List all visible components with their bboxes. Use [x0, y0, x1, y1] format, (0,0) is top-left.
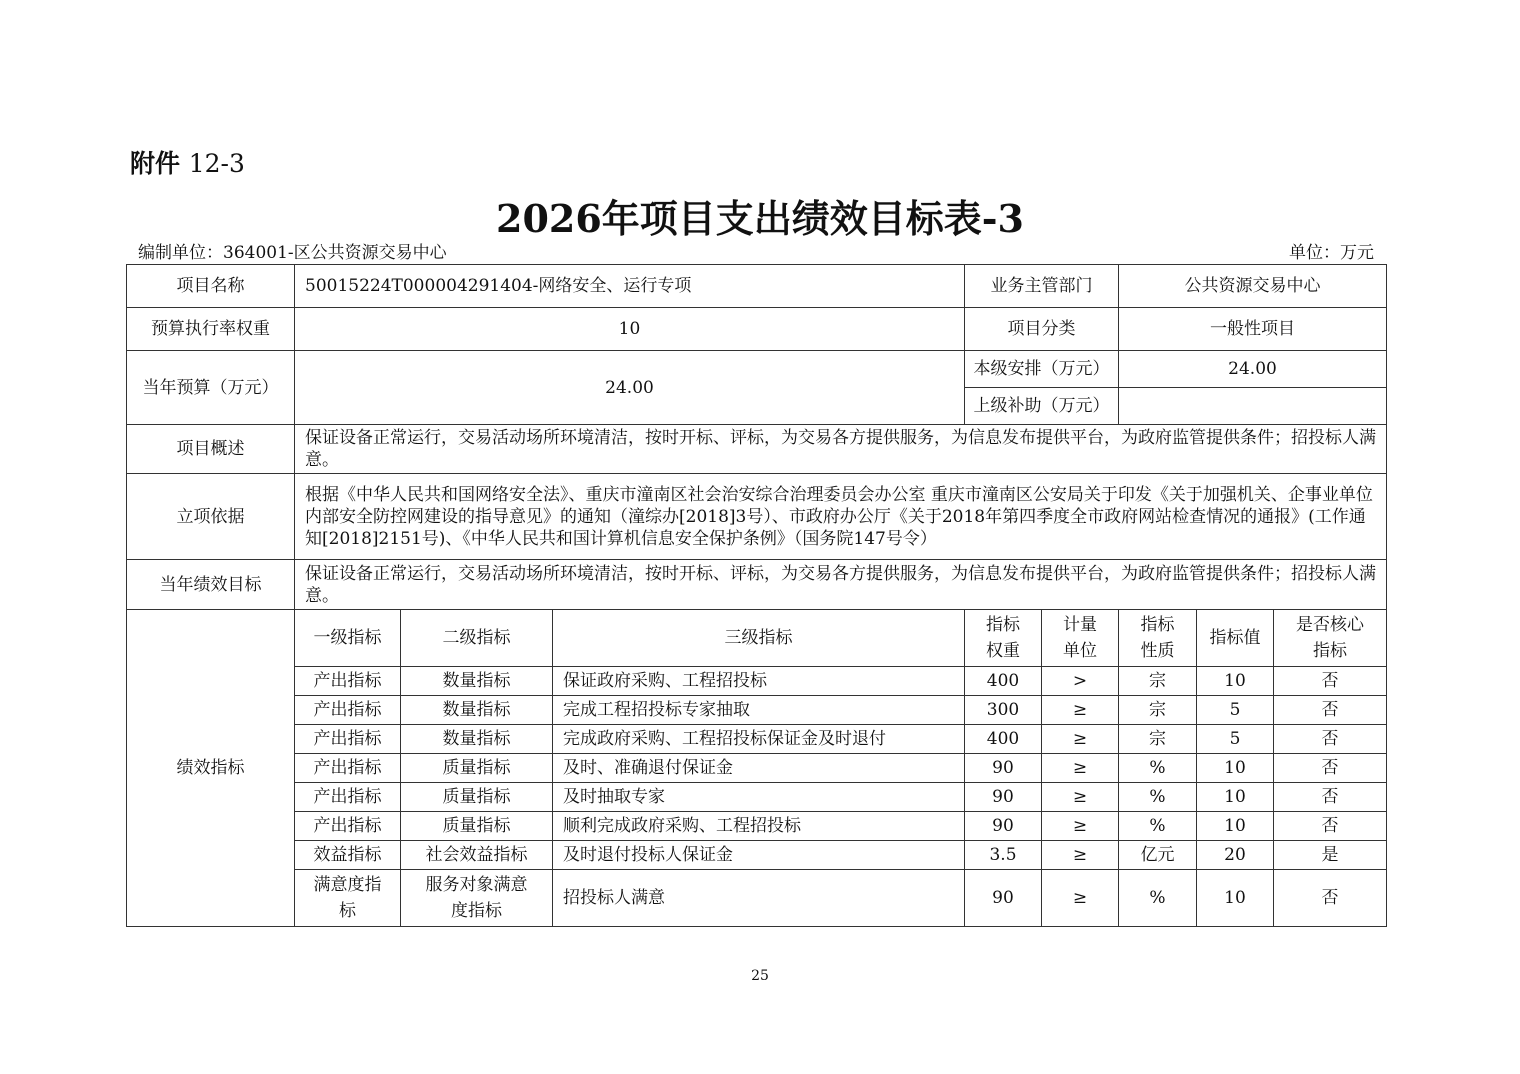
indicator-operator: ≥	[1042, 783, 1119, 812]
indicator-l1: 效益指标	[295, 841, 401, 870]
indicator-l3: 招投标人满意	[553, 870, 965, 927]
indicator-core: 否	[1274, 812, 1387, 841]
indicator-l2: 数量指标	[401, 725, 553, 754]
header-l2: 二级指标	[401, 610, 553, 667]
indicator-l3: 完成工程招投标专家抽取	[553, 696, 965, 725]
indicator-weight: 3.5	[965, 841, 1042, 870]
header-nature-b: 性质	[1140, 641, 1175, 661]
indicator-l2	[401, 870, 553, 927]
indicator-value: 5	[1197, 696, 1274, 725]
indicator-row	[127, 870, 1387, 927]
row-basis	[127, 474, 1387, 560]
basis-value: 根据《中华人民共和国网络安全法》、重庆市潼南区社会治安综合治理委员会办公室 重庆市潼南区公安局关于印发《关于加强机关、企事业单位内部安全防控网建设的指导意见》的通知（潼综办[2018]3号）、市政府办公厅《关于2018年第四季度全市政府网站检查情况的通报》(工作通知[2018]2151号)、《中华人民共和国计算机信息安全保护条例》（国务院147号令）	[295, 474, 1387, 560]
indicator-core: 否	[1274, 870, 1387, 927]
header-core-b: 指标	[1313, 641, 1348, 661]
row-budget	[127, 351, 1387, 388]
attachment-label	[130, 144, 245, 180]
header-core-a: 是否核心	[1296, 615, 1365, 635]
exec-weight-value: 10	[295, 308, 965, 351]
indicator-l1: 产出指标	[295, 783, 401, 812]
indicator-l3: 顺利完成政府采购、工程招投标	[553, 812, 965, 841]
indicator-core: 否	[1274, 667, 1387, 696]
basis-label: 立项依据	[127, 474, 295, 560]
goal-value: 保证设备正常运行，交易活动场所环境清洁，按时开标、评标，为交易各方提供服务，为信息发布提供平台，为政府监管提供条件；招投标人满意。	[295, 560, 1387, 610]
indicator-core: 否	[1274, 754, 1387, 783]
indicator-unit: %	[1119, 812, 1197, 841]
indicator-weight: 90	[965, 783, 1042, 812]
indicator-unit: 宗	[1119, 725, 1197, 754]
header-l3: 三级指标	[553, 610, 965, 667]
indicator-operator: ≥	[1042, 754, 1119, 783]
category-value: 一般性项目	[1119, 308, 1387, 351]
attachment-number: 12-3	[188, 149, 245, 178]
goal-label: 当年绩效目标	[127, 560, 295, 610]
indicator-l2: 质量指标	[401, 812, 553, 841]
indicator-weight: 90	[965, 870, 1042, 927]
indicator-core: 是	[1274, 841, 1387, 870]
indicator-operator: >	[1042, 667, 1119, 696]
indicator-value: 20	[1197, 841, 1274, 870]
indicator-value: 10	[1197, 870, 1274, 927]
header-nature-a: 指标	[1140, 615, 1175, 635]
indicator-weight: 90	[965, 754, 1042, 783]
indicator-l2: 数量指标	[401, 667, 553, 696]
indicator-core: 否	[1274, 725, 1387, 754]
indicator-l2-a: 服务对象满意	[425, 875, 528, 895]
budget-value: 24.00	[295, 351, 965, 425]
indicator-row	[127, 841, 1387, 870]
indicator-row	[127, 783, 1387, 812]
indicator-weight: 400	[965, 725, 1042, 754]
indicator-l2-b: 度指标	[451, 901, 502, 921]
performance-table	[126, 264, 1387, 927]
indicator-row	[127, 725, 1387, 754]
row-overview	[127, 425, 1387, 474]
indicator-operator: ≥	[1042, 812, 1119, 841]
subsidy-label: 上级补助（万元）	[965, 388, 1119, 425]
indicator-unit: 宗	[1119, 696, 1197, 725]
indicator-row	[127, 667, 1387, 696]
indicator-l2: 数量指标	[401, 696, 553, 725]
header-unit-a: 计量	[1063, 615, 1097, 635]
row-exec-weight	[127, 308, 1387, 351]
indicators-label: 绩效指标	[127, 610, 295, 927]
indicator-unit: 亿元	[1119, 841, 1197, 870]
indicator-l2: 质量指标	[401, 754, 553, 783]
indicator-operator: ≥	[1042, 870, 1119, 927]
currency-unit: 单位：万元	[1289, 243, 1374, 263]
indicator-l3: 及时、准确退付保证金	[553, 754, 965, 783]
overview-label: 项目概述	[127, 425, 295, 474]
local-value: 24.00	[1119, 351, 1387, 388]
header-unit-b: 单位	[1063, 641, 1097, 661]
indicator-l2: 质量指标	[401, 783, 553, 812]
page-number: 25	[751, 968, 769, 984]
indicator-l1: 产出指标	[295, 754, 401, 783]
indicator-l1: 产出指标	[295, 667, 401, 696]
indicator-core: 否	[1274, 696, 1387, 725]
indicator-weight: 300	[965, 696, 1042, 725]
indicator-operator: ≥	[1042, 841, 1119, 870]
indicator-row	[127, 696, 1387, 725]
header-core	[1274, 610, 1387, 667]
header-unit	[1042, 610, 1119, 667]
header-value: 指标值	[1197, 610, 1274, 667]
indicator-unit: %	[1119, 870, 1197, 927]
indicator-value: 10	[1197, 783, 1274, 812]
header-weight-a: 指标	[986, 615, 1020, 635]
indicator-l1-b: 标	[339, 901, 356, 921]
indicator-value: 10	[1197, 754, 1274, 783]
header-weight-b: 权重	[986, 641, 1020, 661]
indicator-l1: 产出指标	[295, 725, 401, 754]
indicator-l1: 产出指标	[295, 812, 401, 841]
local-label: 本级安排（万元）	[965, 351, 1119, 388]
category-label: 项目分类	[965, 308, 1119, 351]
attachment-word: 附件	[130, 149, 181, 178]
indicator-l3: 及时退付投标人保证金	[553, 841, 965, 870]
indicator-value: 10	[1197, 667, 1274, 696]
indicator-l1: 产出指标	[295, 696, 401, 725]
dept-label: 业务主管部门	[965, 265, 1119, 308]
exec-weight-label: 预算执行率权重	[127, 308, 295, 351]
row-goal	[127, 560, 1387, 610]
project-name-label: 项目名称	[127, 265, 295, 308]
row-project-name	[127, 265, 1387, 308]
indicator-operator: ≥	[1042, 725, 1119, 754]
indicator-unit: %	[1119, 783, 1197, 812]
indicator-operator: ≥	[1042, 696, 1119, 725]
indicator-row	[127, 812, 1387, 841]
budget-label: 当年预算（万元）	[127, 351, 295, 425]
header-nature	[1119, 610, 1197, 667]
header-l1: 一级指标	[295, 610, 401, 667]
header-weight	[965, 610, 1042, 667]
project-name-value: 50015224T000004291404-网络安全、运行专项	[295, 265, 965, 308]
indicator-value: 10	[1197, 812, 1274, 841]
indicator-weight: 400	[965, 667, 1042, 696]
indicator-row	[127, 754, 1387, 783]
indicator-unit: %	[1119, 754, 1197, 783]
compile-unit: 编制单位：364001-区公共资源交易中心	[138, 243, 447, 263]
indicator-l3: 完成政府采购、工程招投标保证金及时退付	[553, 725, 965, 754]
indicator-l1-a: 满意度指	[313, 875, 382, 895]
indicator-l1	[295, 870, 401, 927]
subsidy-value	[1119, 388, 1387, 425]
indicator-l3: 及时抽取专家	[553, 783, 965, 812]
indicator-weight: 90	[965, 812, 1042, 841]
page-title: 2026年项目支出绩效目标表-3	[496, 196, 1024, 241]
indicator-unit: 宗	[1119, 667, 1197, 696]
dept-value: 公共资源交易中心	[1119, 265, 1387, 308]
indicator-core: 否	[1274, 783, 1387, 812]
indicator-header-row	[127, 610, 1387, 667]
indicator-value: 5	[1197, 725, 1274, 754]
indicator-l3: 保证政府采购、工程招投标	[553, 667, 965, 696]
overview-value: 保证设备正常运行，交易活动场所环境清洁，按时开标、评标，为交易各方提供服务，为信息发布提供平台，为政府监管提供条件；招投标人满意。	[295, 425, 1387, 474]
indicator-l2: 社会效益指标	[401, 841, 553, 870]
